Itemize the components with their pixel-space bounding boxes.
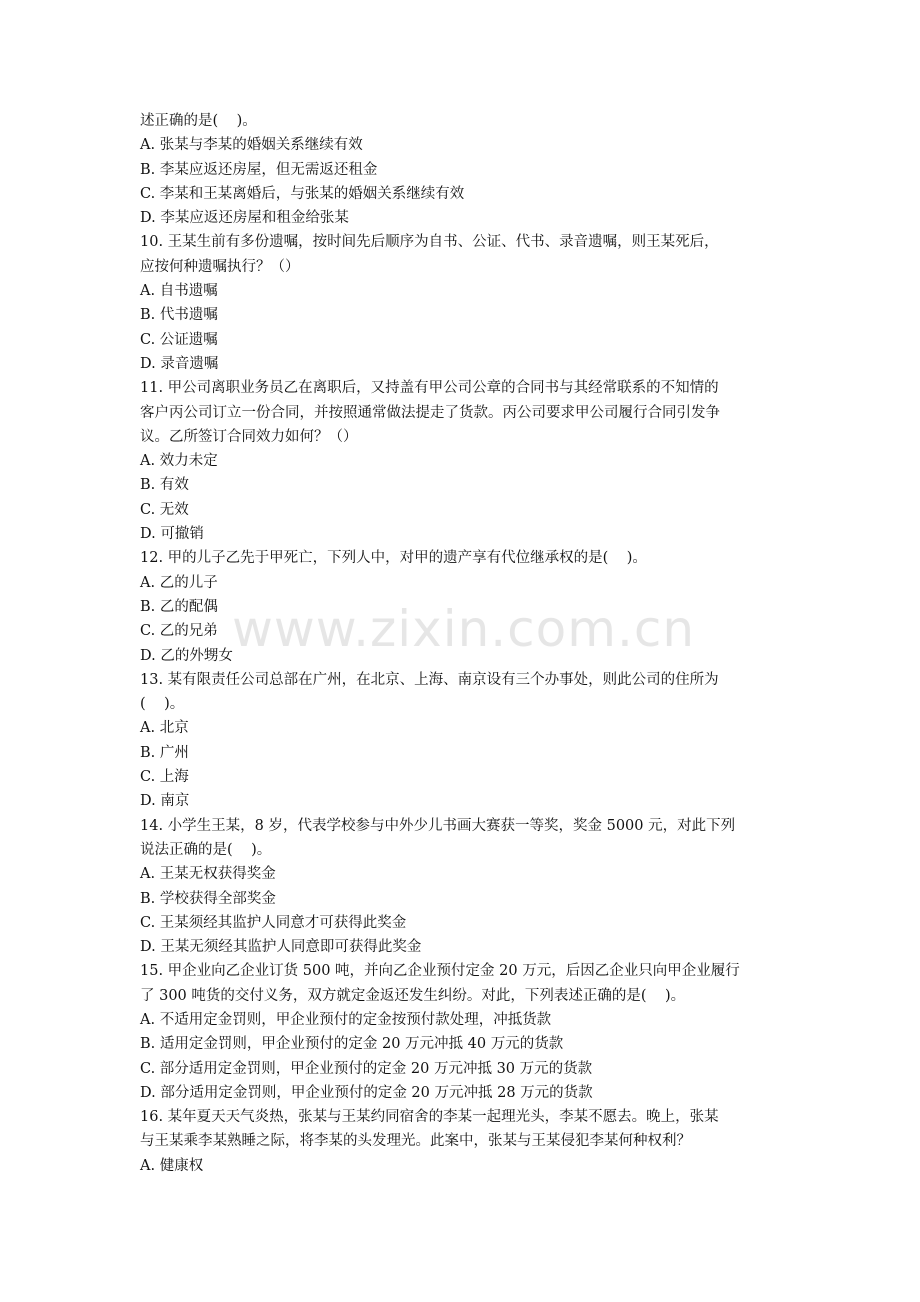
text-line: 11. 甲公司离职业务员乙在离职后，又持盖有甲公司公章的合同书与其经常联系的不知情的 (140, 380, 719, 397)
text-line: A. 效力未定 (140, 453, 218, 470)
text-line: C. 乙的兄弟 (140, 623, 218, 640)
text-line: C. 部分适用定金罚则，甲企业预付的定金 20 万元冲抵 30 万元的货款 (140, 1060, 593, 1077)
text-line: C. 王某须经其监护人同意才可获得此奖金 (140, 914, 407, 931)
text-line: D. 可撤销 (140, 526, 204, 543)
text-line: C. 上海 (140, 769, 189, 786)
text-line: 述正确的是( )。 (140, 113, 257, 129)
text-line: A. 北京 (140, 720, 189, 737)
text-line: D. 李某应返还房屋和租金给张某 (140, 210, 349, 227)
text-line: 应按何种遗嘱执行？（） (140, 258, 300, 275)
text-line: D. 王某无须经其监护人同意即可获得此奖金 (140, 939, 422, 956)
text-line: 与王某乘李某熟睡之际，将李某的头发理光。此案中，张某与王某侵犯李某何种权利？ (140, 1133, 691, 1150)
text-line: D. 乙的外甥女 (140, 647, 233, 664)
text-line: 10. 王某生前有多份遗嘱，按时间先后顺序为自书、公证、代书、录音遗嘱，则王某死后， (140, 234, 719, 251)
text-line: A. 不适用定金罚则，甲企业预付的定金按预付款处理，冲抵货款 (140, 1011, 552, 1028)
text-line: A. 自书遗嘱 (140, 283, 218, 300)
text-line: 13. 某有限责任公司总部在广州，在北京、上海、南京设有三个办事处，则此公司的住所为 (140, 671, 719, 688)
text-line: C. 无效 (140, 501, 189, 518)
text-line: A. 健康权 (140, 1157, 204, 1174)
text-line: D. 录音遗嘱 (140, 355, 219, 372)
text-line: 客户丙公司订立一份合同，并按照通常做法提走了货款。丙公司要求甲公司履行合同引发争 (140, 404, 720, 421)
text-line: 16. 某年夏天天气炎热，张某与王某约同宿舍的李某一起理光头，李某不愿去。晚上，张某 (140, 1109, 719, 1126)
text-line: B. 乙的配偶 (140, 598, 218, 615)
text-line: D. 部分适用定金罚则，甲企业预付的定金 20 万元冲抵 28 万元的货款 (140, 1084, 593, 1101)
text-line: 了 300 吨货的交付义务，双方就定金返还发生纠纷。对此，下列表述正确的是( )。 (140, 987, 686, 1004)
text-line: B. 适用定金罚则，甲企业预付的定金 20 万元冲抵 40 万元的货款 (140, 1036, 564, 1053)
text-line: B. 广州 (140, 744, 189, 761)
text-line: C. 公证遗嘱 (140, 331, 218, 348)
document-body (140, 109, 790, 1178)
text-line: D. 南京 (140, 793, 190, 810)
text-line: B. 代书遗嘱 (140, 307, 218, 324)
text-line: 议。乙所签订合同效力如何？（） (140, 428, 358, 445)
text-line: A. 乙的儿子 (140, 574, 218, 591)
text-line: B. 学校获得全部奖金 (140, 890, 276, 907)
text-line: B. 李某应返还房屋，但无需返还租金 (140, 161, 378, 178)
text-line: 12. 甲的儿子乙先于甲死亡，下列人中，对甲的遗产享有代位继承权的是( )。 (140, 550, 647, 567)
text-line: C. 李某和王某离婚后，与张某的婚姻关系继续有效 (140, 185, 465, 202)
text-line: 15. 甲企业向乙企业订货 500 吨，并向乙企业预付定金 20 万元，后因乙企业只向甲企业履行 (140, 963, 740, 980)
text-line: A. 张某与李某的婚姻关系继续有效 (140, 137, 363, 154)
text-line: B. 有效 (140, 477, 189, 494)
text-line: A. 王某无权获得奖金 (140, 866, 276, 883)
text-line: 14. 小学生王某，8 岁，代表学校参与中外少儿书画大赛获一等奖，奖金 5000 元，对此下列 (140, 817, 736, 834)
text-line: ( )。 (140, 696, 185, 713)
text-line: 说法正确的是( )。 (140, 841, 272, 858)
watermark: www.zixin.com.cn (232, 600, 696, 658)
